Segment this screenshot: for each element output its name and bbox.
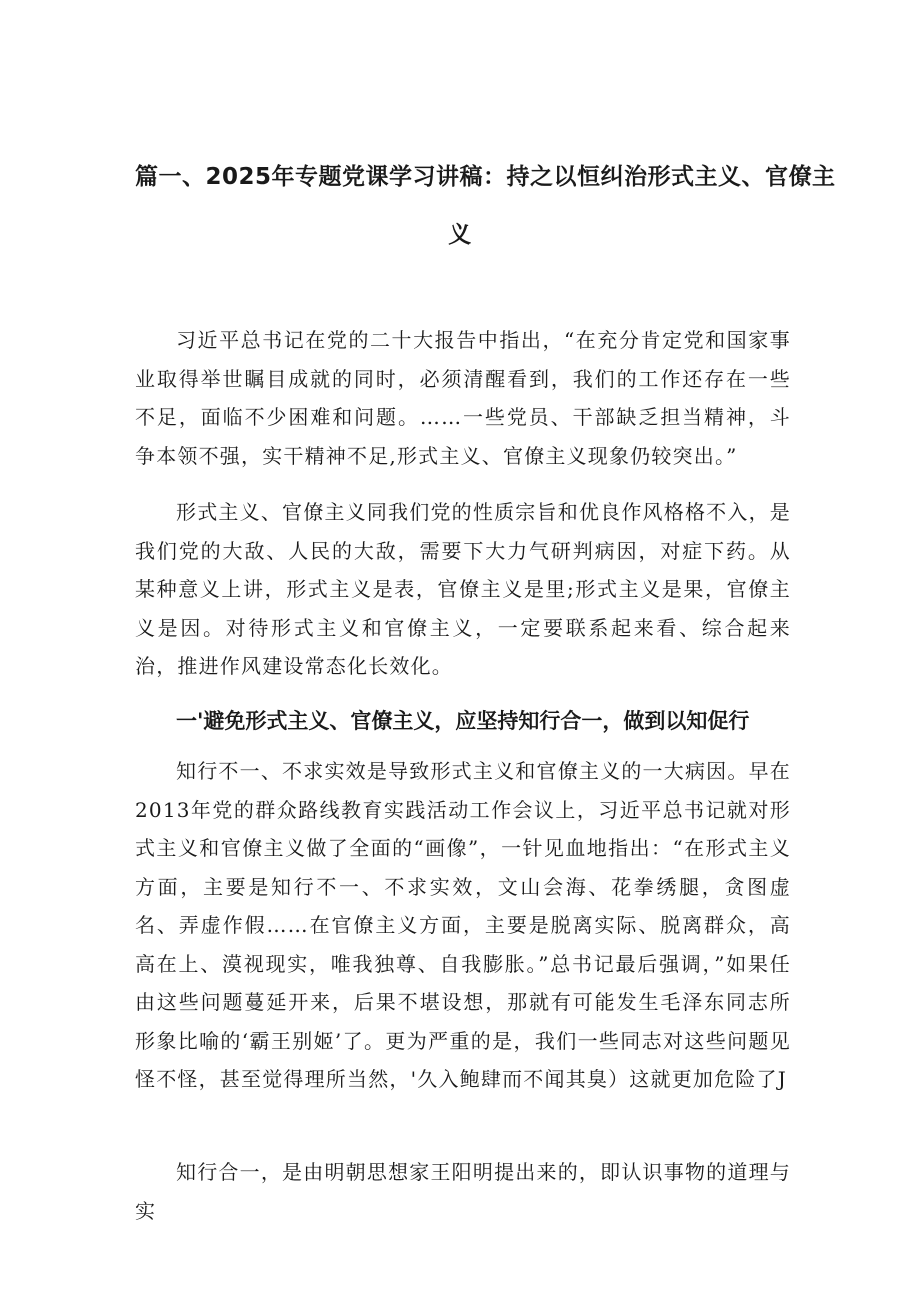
body-paragraph-2: 形式主义、官僚主义同我们党的性质宗旨和优良作风格格不入，是我们党的大敌、人民的大敌，需要下大力气研判病因，对症下药。从某种意义上讲，形式主义是表，官僚主义是里;形式主义是果，官僚主义是因。对待形式主义和官僚主义，一定要联系起来看、综合起来治，推进作风建设常态化长效化。 bbox=[135, 500, 791, 678]
section-heading: 一'避免形式主义、官僚主义，应坚持知行合一，做到以知促行 bbox=[176, 709, 750, 733]
body-paragraph-4: 知行合一，是由明朝思想家王阳明提出来的，即认识事物的道理与实 bbox=[135, 1160, 791, 1223]
document-title-line-1: 篇一、2025年专题党课学习讲稿：持之以恒纠治形式主义、官僚主 bbox=[135, 164, 836, 190]
body-paragraph-3: 知行不一、不求实效是导致形式主义和官僚主义的一大病因。早在2013年党的群众路线教育实践活动工作会议上，习近平总书记就对形式主义和官僚主义做了全面的“画像”，一针见血地指出：“在形式主义方面，主要是知行不一、不求实效，文山会海、花拳绣腿，贪图虚名、弄虚作假……在官僚主义方面，主要是脱离实际、脱离群众，高高在上、漠视现实，唯我独尊、自我膨胀。”总书记最后强调，”如果任由这些问题蔓延开来，后果不堪设想，那就有可能发生毛泽东同志所形象比喻的‘霸王别姬’了。更为严重的是，我们一些同志对这些问题见怪不怪，甚至觉得理所当然，'久入鲍肆而不闻其臭）这就更加危险了J bbox=[135, 759, 791, 1091]
body-paragraph-1: 习近平总书记在党的二十大报告中指出，“在充分肯定党和国家事业取得举世瞩目成就的同时，必须清醒看到，我们的工作还存在一些不足，面临不少困难和问题。……一些党员、干部缺乏担当精神，斗争本领不强，实干精神不足,形式主义、官僚主义现象仍较突出。” bbox=[135, 328, 791, 468]
document-title-line-2: 义 bbox=[448, 222, 472, 248]
